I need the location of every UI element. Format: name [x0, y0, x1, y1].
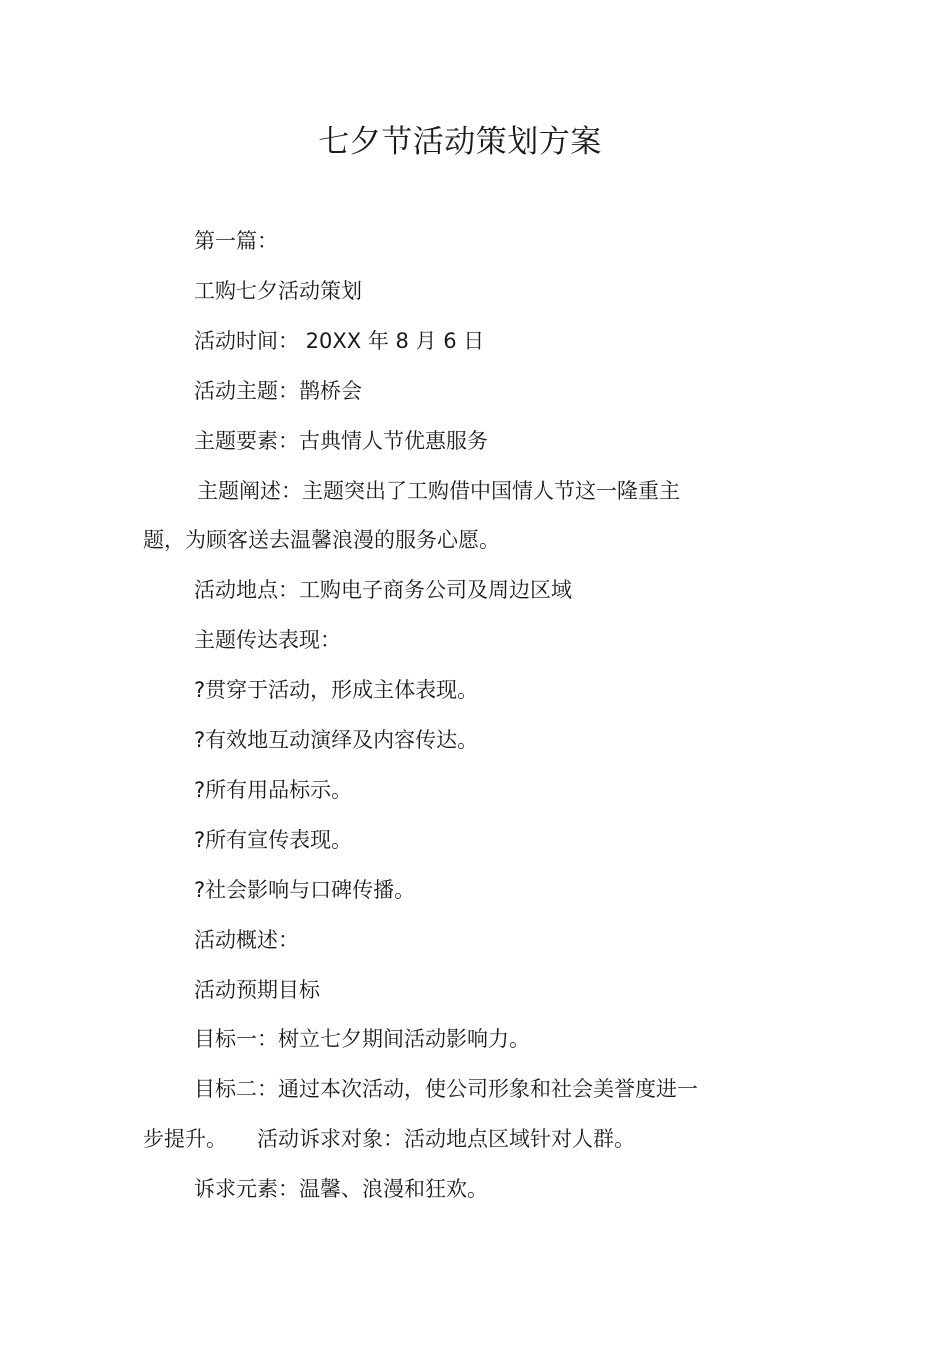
bullet-item: ?有效地互动演绎及内容传达。 [194, 728, 479, 752]
paragraph-line: 目标二：通过本次活动，使公司形象和社会美誉度进一 [194, 1077, 698, 1101]
paragraph-line: 主题传达表现： [194, 628, 341, 652]
paragraph-line: 主题阐述：主题突出了工购借中国情人节这一隆重主 [197, 479, 680, 503]
paragraph-line: 目标一：树立七夕期间活动影响力。 [194, 1027, 530, 1051]
paragraph-line: 诉求元素：温馨、浪漫和狂欢。 [194, 1177, 488, 1201]
paragraph-line: 工购七夕活动策划 [194, 279, 362, 303]
paragraph-segment: 活动诉求对象：活动地点区域针对人群。 [257, 1127, 635, 1151]
paragraph-segment: 步提升。 [143, 1127, 227, 1151]
paragraph-line: 第一篇： [194, 229, 278, 253]
document-title: 七夕节活动策划方案 [318, 124, 602, 160]
bullet-item: ?贯穿于活动，形成主体表现。 [194, 678, 479, 702]
bullet-item: ?所有用品标示。 [194, 778, 353, 802]
bullet-item: ?社会影响与口碑传播。 [194, 878, 416, 902]
paragraph-line [143, 1124, 635, 1154]
paragraph-line: 题，为顾客送去温馨浪漫的服务心愿。 [143, 528, 500, 552]
paragraph-line: 活动时间： 20XX 年 8 月 6 日 [194, 329, 485, 353]
paragraph-line: 主题要素：古典情人节优惠服务 [194, 429, 488, 453]
paragraph-line: 活动主题：鹊桥会 [194, 379, 362, 403]
paragraph-line: 活动预期目标 [194, 978, 320, 1002]
paragraph-line: 活动地点：工购电子商务公司及周边区域 [194, 578, 572, 602]
paragraph-line: 活动概述： [194, 928, 299, 952]
bullet-item: ?所有宣传表现。 [194, 828, 353, 852]
